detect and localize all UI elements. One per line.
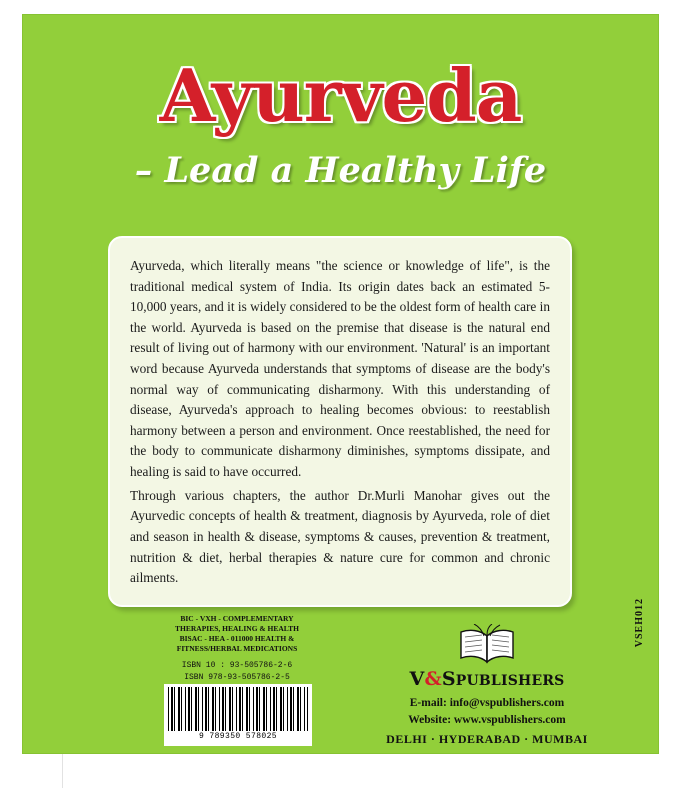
blurb-paragraph-2: Through various chapters, the author Dr.Murli Manohar gives out the Ayurvedic concepts of health & treatment, diagnosis by Ayurveda, role of diet and season in health & disease, symptoms & causes, prevention & treatment, nutrition & diet, herbal therapies & nature cure for common and chronic ailments. [130,487,550,586]
publisher-email: E-mail: info@vspublishers.com [409,697,565,709]
publisher-name-amp: & [424,668,442,690]
barcode-number: 9 789350 578025 [198,732,277,741]
publisher-contact [352,695,622,728]
classification-codes [162,614,312,655]
barcode [164,684,312,746]
side-code: VSEH012 [634,598,645,648]
page-title: Ayurveda [159,53,522,138]
open-book-icon [456,624,518,666]
classification-line-4: FITNESS/HERBAL MEDICATIONS [176,644,298,654]
cover-panel [22,14,659,754]
title-block [22,53,659,191]
isbn-block [158,660,316,683]
isbn-10: ISBN 10 : 93-505786-2-6 [181,661,293,670]
publisher-website: Website: www.vspublishers.com [408,713,566,726]
publisher-name-s: S [441,668,456,690]
publisher-name [352,668,622,690]
blurb-panel [108,236,572,607]
publisher-cities: DELHI · HYDERABAD · MUMBAI [386,732,588,747]
page-edge-strip [22,751,63,788]
publisher-name-rest: PUBLISHERS [455,673,565,689]
cover-footer [22,614,659,754]
barcode-bars [168,687,308,731]
page-subtitle: – Lead a Healthy Life [134,150,547,191]
publisher-block [352,624,622,747]
publisher-name-v: V [409,668,425,690]
classification-line-2: THERAPIES, HEALING & HEALTH [175,624,299,634]
classification-line-1: BIC - VXH - COMPLEMENTARY [180,614,294,623]
blurb-paragraph-1: Ayurveda, which literally means "the science or knowledge of life", is the traditional medical system of India. Its origin dates back an estimated 5-10,000 years, and it is widely considered to be the oldest form of health care in the world. Ayurveda is based on the premise that disease is the natural end result of living out of harmony with our environment. 'Natural' is an important word because Ayurveda understands that symptoms of disease are the body's normal way of communicating disharmony. With this understanding of disease, Ayurveda's approach to healing becomes obvious: to reestablish harmony between a person and environment. Once reestablished, the need for the body to communicate disharmony diminishes, symptoms dissipate, and healing is said to have occurred. [130,258,550,480]
isbn-13: ISBN 978-93-505786-2-5 [184,672,290,682]
classification-line-3: BISAC - HEA - 011000 HEALTH & [179,634,295,644]
